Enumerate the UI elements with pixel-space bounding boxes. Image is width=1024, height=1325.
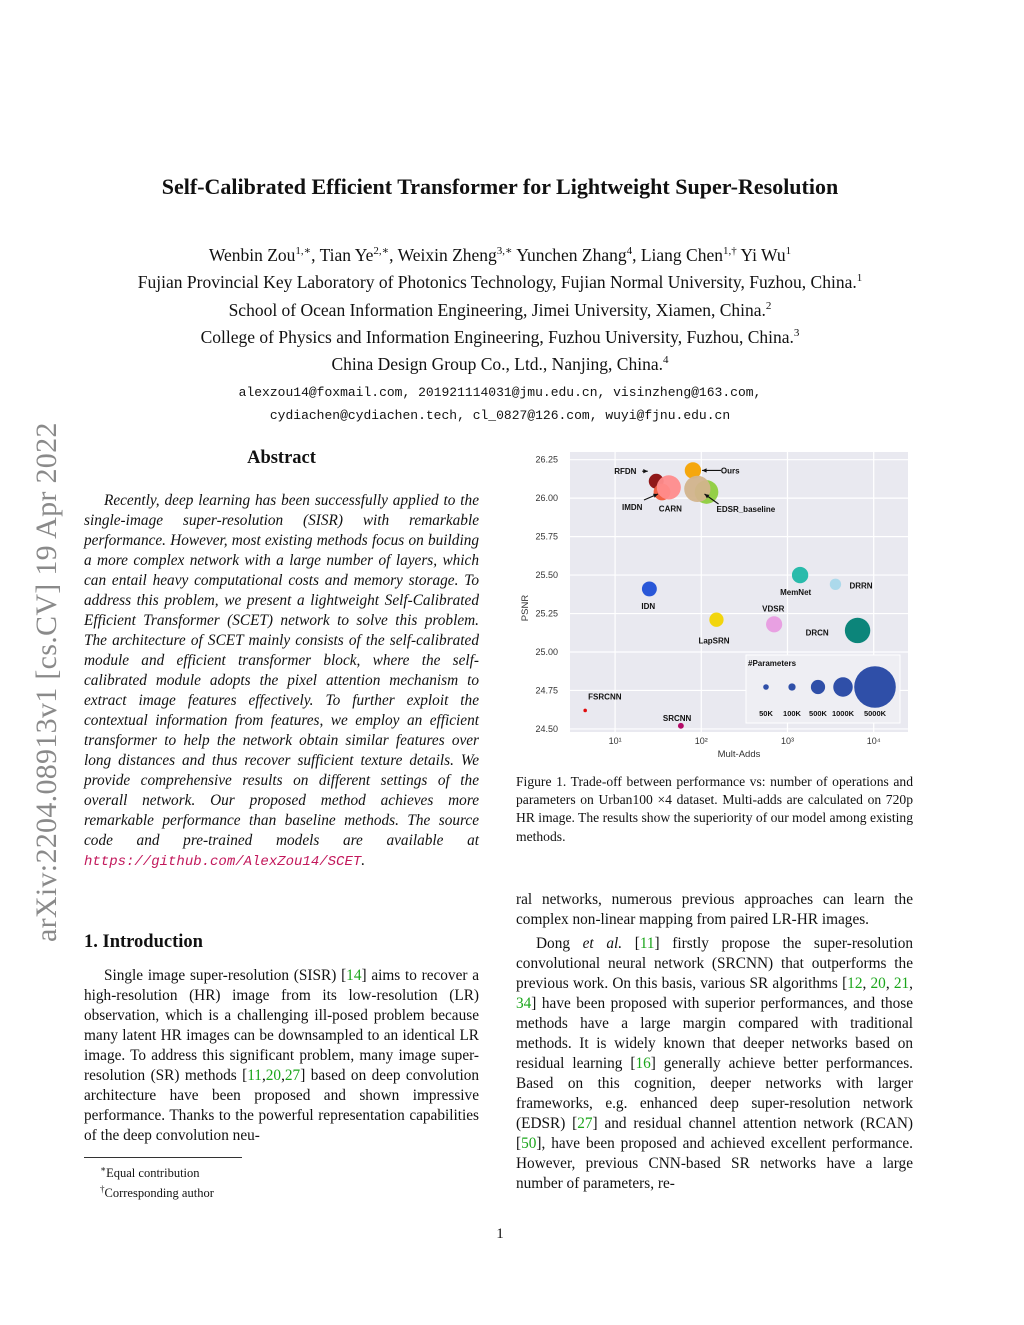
left-column bbox=[84, 448, 479, 872]
email-line: cydiachen@cydiachen.tech, cl_0827@126.com, wuyi@fjnu.edu.cn bbox=[269, 407, 731, 423]
section-heading-introduction: 1. Introduction bbox=[84, 932, 203, 952]
x-tick-label: 10² bbox=[694, 736, 708, 746]
footnote-divider bbox=[84, 1157, 242, 1158]
legend-bubble bbox=[788, 683, 795, 690]
point-label: Ours bbox=[720, 466, 740, 476]
author-affiliation-mark: 2,∗ bbox=[373, 245, 390, 257]
text-run: ] based on deep convolution architecture have been proposed and shown impressive performance. Thanks to the powerful representation capabilities of the deep convolution neu- bbox=[84, 1067, 479, 1144]
text-run: aims to recover a high-resolution (HR) image from its low-resolution (LR) observation, which is a challenging ill-posed problem because many latent HR images can be downsampled to an identical LR image. To address this significant problem, many image super-resolution (SR) methods [ bbox=[84, 967, 479, 1084]
legend-bubble bbox=[854, 666, 896, 708]
author-name: Yunchen Zhang bbox=[516, 244, 627, 265]
author-name: Tian Ye bbox=[319, 244, 374, 265]
y-tick-label: 26.00 bbox=[535, 493, 558, 504]
data-point bbox=[583, 709, 587, 713]
author-name: Wenbin Zou bbox=[208, 244, 296, 265]
legend-label: 1000K bbox=[831, 709, 855, 718]
citation-link[interactable]: 16 bbox=[635, 1055, 651, 1072]
author-name: Yi Wu bbox=[740, 244, 786, 265]
email-line: alexzou14@foxmail.com, 201921114031@jmu.edu.cn, visinzheng@163.com, bbox=[238, 384, 762, 400]
data-point bbox=[845, 618, 870, 643]
legend-label: 5000K bbox=[863, 709, 887, 718]
intro-paragraph: Single image super-resolution (SISR) [14] aims to recover a high-resolution (HR) image from its low-resolution (LR) observation, which is a challenging ill-posed problem because many latent HR images can be downsampled to an identical LR image. To address this significant problem, many image super-resolution (SR) methods [11,20,27] based on deep convolution architecture have been proposed and shown impressive performance. Thanks to the powerful representation capabilities of the deep convolution neu- bbox=[84, 967, 479, 1144]
point-label: DRRN bbox=[849, 581, 873, 591]
footnote: †Corresponding author bbox=[100, 1184, 214, 1201]
legend-label: 50K bbox=[759, 709, 773, 718]
citation-link[interactable]: 27 bbox=[577, 1115, 593, 1132]
text-run: et al. bbox=[582, 935, 623, 952]
text-run: ] have been proposed with superior performances, and those methods have a large margin compared with traditional methods. It is widely known that deeper networks based on residual learning [ bbox=[516, 995, 913, 1072]
data-point bbox=[709, 613, 723, 627]
affiliation bbox=[0, 295, 1000, 322]
author-affiliation-mark: 1,† bbox=[722, 245, 737, 257]
point-label: IDN bbox=[641, 601, 656, 611]
affiliation bbox=[0, 349, 1000, 376]
footnote-text: Corresponding author bbox=[104, 1186, 214, 1201]
text-run: ] generally achieve better performances. Based on this cognition, deeper networks with larger frameworks, e.g. enhanced deep super-resolution network (EDSR) [ bbox=[516, 1055, 913, 1132]
affiliation-mark: 3 bbox=[793, 326, 800, 339]
text-run: firstly propose the super-resolution convolutional neural network (SRCNN) that outperforms the previous work. On this basis, various SR algorithms [ bbox=[516, 935, 913, 992]
y-axis-label: PSNR bbox=[520, 594, 531, 622]
y-tick-label: 24.75 bbox=[535, 685, 558, 696]
affiliation-mark: 2 bbox=[765, 299, 772, 312]
x-axis-label: Mult-Adds bbox=[717, 749, 761, 760]
author-affiliation-mark: 3,∗ bbox=[496, 245, 513, 257]
point-label: EDSR_baseline bbox=[716, 505, 776, 514]
affiliation-text: China Design Group Co., Ltd., Nanjing, China. bbox=[331, 354, 663, 375]
data-point bbox=[678, 723, 684, 729]
email-list bbox=[0, 381, 1000, 427]
author-affiliation-mark: 1 bbox=[785, 245, 792, 257]
affiliation bbox=[0, 322, 1000, 349]
author-affiliation-mark: 1,∗ bbox=[295, 245, 312, 257]
citation-link[interactable]: 20 bbox=[870, 975, 886, 992]
legend-label: 100K bbox=[783, 709, 801, 718]
footnote: ∗Equal contribution bbox=[100, 1164, 200, 1181]
point-label: DRCN bbox=[805, 628, 829, 638]
x-tick-label: 10¹ bbox=[608, 736, 622, 746]
point-label: MemNet bbox=[780, 588, 812, 598]
y-tick-label: 26.25 bbox=[535, 454, 558, 465]
abstract-heading: Abstract bbox=[247, 448, 316, 468]
data-point bbox=[642, 581, 657, 596]
citation-link[interactable]: 11 bbox=[639, 935, 655, 952]
abstract-end: . bbox=[361, 852, 366, 869]
legend-title: #Parameters bbox=[748, 659, 797, 668]
y-tick-label: 25.75 bbox=[535, 531, 558, 542]
text-run: ] and residual channel attention network (RCAN) [ bbox=[516, 1115, 913, 1152]
citation-link[interactable]: 11 bbox=[247, 1067, 262, 1084]
affiliation-text: Fujian Provincial Key Laboratory of Photonics Technology, Fujian Normal University, Fuzhou, China. bbox=[137, 272, 857, 293]
legend-bubble bbox=[811, 680, 825, 694]
paragraph: ral networks, numerous previous approaches can learn the complex non-linear mapping from paired LR-HR images. bbox=[516, 891, 913, 928]
data-point bbox=[766, 616, 782, 632]
citation-link[interactable]: 50 bbox=[521, 1135, 537, 1152]
author-block bbox=[0, 240, 1000, 427]
citation-link[interactable]: 14 bbox=[346, 967, 362, 984]
code-link[interactable]: https://github.com/AlexZou14/SCET bbox=[84, 854, 362, 870]
abstract-text bbox=[84, 491, 479, 872]
point-label: SRCNN bbox=[662, 713, 692, 723]
abstract-body: Recently, deep learning has been successfully applied to the single-image super-resolution (SISR) with remarkable performance. However, most existing methods focus on building a more complex network with a large number of layers, which can entail heavy computational costs and memory storage. To address this problem, we present a lightweight Self-Calibrated Efficient Transformer (SCET) network to solve this problem. The architecture of SCET mainly consists of the self-calibrated module and efficient transformer block, where the self-calibrated module adopts the pixel attention mechanism to extract image features effectively. To further exploit the contextual information from features, we employ an efficient transformer to help the network obtain similar features over long distances and thus recover sufficient texture details. We provide comprehensive results on different settings of the overall network. Our proposed method achieves more remarkable performance than baseline methods. The source code and pre-trained models are available at bbox=[84, 492, 479, 849]
author-affiliation-mark: 4 bbox=[626, 245, 633, 257]
x-tick-label: 10⁴ bbox=[866, 736, 881, 746]
text-run: Single image super-resolution (SISR) bbox=[104, 967, 342, 984]
author-name: Liang Chen bbox=[640, 244, 723, 265]
page-number: 1 bbox=[496, 1226, 504, 1242]
citation-link[interactable]: 12 bbox=[847, 975, 863, 992]
right-column bbox=[516, 890, 913, 1194]
x-tick-label: 10³ bbox=[780, 736, 794, 746]
arxiv-identifier: arXiv:2204.08913v1 [cs.CV] 19 Apr 2022 bbox=[30, 422, 63, 942]
citation-link[interactable]: 34 bbox=[516, 995, 532, 1012]
point-label: CARN bbox=[658, 504, 682, 514]
point-label: RFDN bbox=[614, 467, 637, 477]
data-point bbox=[830, 579, 841, 590]
bubble-chart bbox=[516, 450, 916, 762]
point-label: LapSRN bbox=[698, 636, 730, 646]
affiliation-text: College of Physics and Information Engineering, Fuzhou University, Fuzhou, China. bbox=[200, 326, 794, 347]
y-tick-label: 25.00 bbox=[535, 647, 558, 657]
footnotes bbox=[100, 1161, 214, 1201]
text-run: ], have been proposed and achieved excellent performance. However, previous CNN-based SR networks have a large number of parameters, re- bbox=[516, 1135, 913, 1192]
footnote-text: Equal contribution bbox=[106, 1166, 200, 1181]
figure-1 bbox=[516, 450, 916, 762]
legend-bubble bbox=[763, 684, 769, 690]
point-label: IMDN bbox=[621, 503, 643, 512]
data-point bbox=[684, 476, 710, 502]
affiliation-mark: 4 bbox=[663, 354, 669, 367]
affiliation-text: School of Ocean Information Engineering, Jimei University, Xiamen, China. bbox=[228, 299, 766, 320]
point-label: FSRCNN bbox=[588, 692, 622, 702]
author-list: Wenbin Zou$^{1,∗}$, Tian $Ye^{2,∗}$, Weixin Zheng$^{3,∗}$ Yunchen Zhang$^4$, Liang Chen$^{1,\dagger}$ Yi Wu$^1$ bbox=[208, 244, 792, 265]
y-tick-label: 24.50 bbox=[535, 723, 558, 734]
affiliation-mark: 1 bbox=[856, 272, 863, 285]
y-tick-label: 25.50 bbox=[535, 570, 558, 581]
paragraph: Dong et al. [11] firstly propose the super-resolution convolutional neural network (SRCNN) that outperforms the previous work. On this basis, various SR algorithms [12, 20, 21, 34] have been proposed with superior performances, and those methods have a large margin compared with traditional methods. It is widely known that deeper networks based on residual learning [16] generally achieve better performances. Based on this cognition, deeper networks with larger frameworks, e.g. enhanced deep super-resolution network (EDSR) [27] and residual channel attention network (RCAN) [50], have been proposed and achieved excellent performance. However, previous CNN-based SR networks have a large number of parameters, re- bbox=[516, 935, 913, 1192]
affiliation bbox=[0, 267, 1000, 294]
data-point bbox=[792, 567, 808, 583]
point-label: VDSR bbox=[762, 604, 785, 614]
author-name: Weixin Zheng bbox=[397, 244, 497, 265]
y-tick-label: 25.25 bbox=[535, 608, 558, 619]
paper-title: Self-Calibrated Efficient Transformer for Lightweight Super-Resolution bbox=[161, 174, 839, 199]
legend-bubble bbox=[833, 677, 852, 696]
text-run: Dong bbox=[536, 935, 583, 952]
figure-caption: Figure 1. Trade-off between performance vs: number of operations and parameters on Urban100 ×4 dataset. Multi-adds are calculated on 720p HR image. The results show the superiority of our model among existing methods. bbox=[516, 774, 913, 844]
citation-link[interactable]: 21 bbox=[893, 975, 910, 992]
legend-label: 500K bbox=[809, 709, 827, 718]
citation-link[interactable]: 20 bbox=[265, 1067, 282, 1084]
data-point bbox=[657, 475, 681, 499]
citation-link[interactable]: 27 bbox=[284, 1067, 301, 1084]
